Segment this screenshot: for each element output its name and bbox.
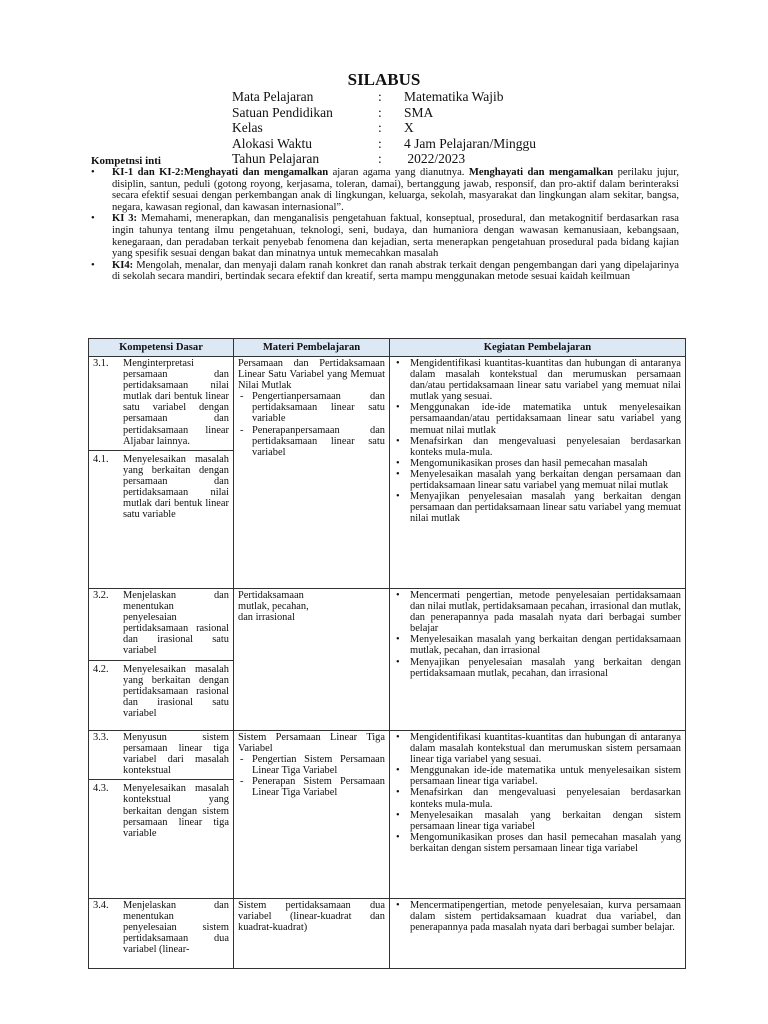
kd-text: Menyelesaikan masalah kontekstual yang berkaitan dengan sistem persamaan linear tiga variable xyxy=(123,783,229,839)
kegiatan-item xyxy=(394,657,681,679)
column-header-materi: Materi Pembelajaran xyxy=(234,339,390,357)
bullet-icon: • xyxy=(91,259,95,271)
kegiatan-item xyxy=(394,469,681,491)
bullet-icon: • xyxy=(396,732,400,743)
kegiatan-text: Menyelesaikan masalah yang berkaitan dengan sistem persamaan linear tiga variabel xyxy=(410,809,681,832)
kegiatan-text: Menyelesaikan masalah yang berkaitan dengan pertidaksamaan mutlak, pecahan, dan irrasional xyxy=(410,634,681,657)
kegiatan-text: Mengomunikasikan proses dan hasil pemecahan masalah yang berkaitan dengan sistem persamaan linear tiga variabel xyxy=(410,831,681,854)
info-row-subject xyxy=(232,89,536,105)
ki-bold: KI4: xyxy=(112,259,134,271)
kd-text: Menyusun sistem persamaan linear tiga variabel dari masalah kontekstual xyxy=(123,732,229,777)
bullet-icon: • xyxy=(396,765,400,777)
ki-text: ajaran agama yang dianutnya. xyxy=(328,167,469,178)
core-competence-list xyxy=(91,167,679,283)
kegiatan-item xyxy=(394,787,681,809)
kegiatan-text: Menafsirkan dan mengevaluasi penyelesaian berdasarkan konteks mula-mula. xyxy=(410,435,681,458)
kd-text: Menyelesaikan masalah yang berkaitan dengan pertidaksamaan rasional dan irasional satu variabel xyxy=(123,663,229,719)
kd-number: 4.3. xyxy=(93,783,109,795)
info-value: SMA xyxy=(404,104,434,120)
info-label: Kelas xyxy=(232,120,263,136)
kegiatan-cell xyxy=(390,357,686,589)
kd-item xyxy=(93,358,229,447)
bullet-icon: • xyxy=(91,213,95,225)
materi-title: Sistem Persamaan Linear Tiga Variabel xyxy=(238,732,385,755)
kegiatan-item xyxy=(394,491,681,524)
kegiatan-cell xyxy=(390,731,686,899)
materi-cell xyxy=(234,731,390,899)
kd-item xyxy=(89,660,233,719)
info-value: 4 Jam Pelajaran/Minggu xyxy=(404,135,536,151)
bullet-icon: • xyxy=(396,809,400,821)
materi-subitem-text: Pengertian Sistem Persamaan Linear Tiga Variabel xyxy=(252,754,385,777)
info-value: Matematika Wajib xyxy=(404,89,504,104)
table-row xyxy=(89,589,686,731)
bullet-icon: • xyxy=(396,831,400,843)
ki-text: Memahami, menerapkan, dan menganalisis pengetahuan faktual, konseptual, prosedural, dan metakognitif berdasarkan rasa ingin tahunya tentang ilmu pengetahuan, teknologi, seni, budaya, dan humaniora dengan wawasan kemanusiaan, kebangsaan, kenegaraan, dan peradaban terkait penyebab fenomena dan kejadian, serta menerapkan pengetahuan prosedural pada bidang kajian yang spesifik sesuai dengan bakat dan minatnya untuk memecahkan masalah xyxy=(112,213,679,260)
ki-bold-2: Menghayati dan mengamalkan xyxy=(468,167,614,178)
kd-item xyxy=(93,732,229,776)
bullet-icon: • xyxy=(396,457,400,469)
kd-text: Menginterpretasi persamaan dan pertidaksamaan nilai mutlak dari bentuk linear satu variabel dengan persamaan dan pertidaksamaan linear Aljabar lainnya. xyxy=(123,358,229,447)
materi-title: Sistem pertidaksamaan dua variabel (linear-kuadrat dan kuadrat-kuadrat) xyxy=(238,900,385,934)
kegiatan-item xyxy=(394,810,681,832)
bullet-icon: • xyxy=(396,590,400,601)
core-competence-item xyxy=(91,167,679,213)
kegiatan-cell xyxy=(390,589,686,731)
materi-subitem-text: Pengertianpersamaan dan pertidaksamaan linear satu variable xyxy=(252,391,385,425)
kd-item xyxy=(93,900,229,955)
kd-number: 4.2. xyxy=(93,663,109,675)
kd-item xyxy=(93,590,229,657)
kegiatan-cell xyxy=(390,899,686,969)
bullet-icon: • xyxy=(396,358,400,369)
materi-subitem xyxy=(238,391,385,424)
kegiatan-item xyxy=(394,634,681,656)
materi-subitem xyxy=(238,425,385,458)
course-info xyxy=(232,89,536,167)
core-competence-item xyxy=(91,260,679,283)
kd-text: Menjelaskan dan menentukan penyelesaian pertidaksamaan rasional dan irasional satu variabel xyxy=(123,590,229,657)
kegiatan-item xyxy=(394,900,681,933)
kd-number: 3.4. xyxy=(93,900,109,911)
dash-marker: - xyxy=(240,424,244,436)
dash-marker: - xyxy=(240,754,244,766)
bullet-icon: • xyxy=(396,402,400,414)
kd-number: 4.1. xyxy=(93,453,109,465)
materi-cell xyxy=(234,899,390,969)
bullet-icon: • xyxy=(396,900,400,911)
materi-cell xyxy=(234,589,390,731)
table-row xyxy=(89,731,686,899)
bullet-icon: • xyxy=(91,167,95,178)
kd-text: Menjelaskan dan menentukan penyelesaian sistem pertidaksamaan dua variabel (linear- xyxy=(123,900,229,956)
kegiatan-text: Menyelesaikan masalah yang berkaitan dengan persamaan dan pertidaksamaan linear satu variabel yang memuat nilai mutlak xyxy=(410,468,681,492)
materi-subitem-text: Penerapanpersamaan dan pertidaksamaan linear satu variabel xyxy=(252,424,385,458)
kd-number: 3.1. xyxy=(93,358,109,369)
kd-cell xyxy=(89,357,234,589)
kegiatan-item xyxy=(394,458,681,469)
core-competence-item xyxy=(91,213,679,259)
kd-cell xyxy=(89,589,234,731)
kegiatan-text: Mencermati pengertian, metode penyelesaian pertidaksamaan dan nilai mutlak, pertidaksamaan pecahan, irrasional dan mutlak, dan penerapannya pada masalah nyata dari berbagai sumber belajar xyxy=(410,590,681,635)
kegiatan-text: Mengomunikasikan proses dan hasil pemecahan masalah xyxy=(410,457,648,469)
bullet-icon: • xyxy=(396,634,400,646)
info-value: 2022/2023 xyxy=(404,151,466,167)
dash-marker: - xyxy=(240,391,244,403)
bullet-icon: • xyxy=(396,468,400,480)
info-separator: : xyxy=(378,151,382,167)
materi-cell xyxy=(234,357,390,589)
kegiatan-item xyxy=(394,358,681,402)
bullet-icon: • xyxy=(396,656,400,668)
kegiatan-text: Menggunakan ide-ide matematika untuk menyelesaikan sistem persamaan linear tiga variabel. xyxy=(410,765,681,788)
info-separator: : xyxy=(378,104,382,120)
ki-bold: KI 3: xyxy=(112,213,138,225)
kegiatan-text: Mencermatipengertian, metode penyelesaian, kurva persamaan dalam sistem pertidaksamaan kuadrat dua variabel, dan penerapannya pada masalah nyata dari berbagai sumber belajar. xyxy=(410,900,681,934)
syllabus-table xyxy=(88,338,686,969)
kegiatan-text: Menafsirkan dan mengevaluasi penyelesaian berdasarkan konteks mula-mula. xyxy=(410,787,681,810)
kegiatan-item xyxy=(394,590,681,634)
ki-text: Mengolah, menalar, dan menyaji dalam ranah konkret dan ranah abstrak terkait dengan pengembangan dari yang dipelajarinya di sekolah secara mandiri, bertindak secara efektif dan kreatif, serta mampu menggunakan metode sesuai kaidah keilmuan xyxy=(112,259,679,283)
kegiatan-text: Menggunakan ide-ide matematika untuk menyelesaikan persamaandan/atau pertidaksamaan linear satu variabel yang memuat nilai mutlak xyxy=(410,402,681,436)
column-header-kd: Kompetensi Dasar xyxy=(89,339,234,357)
materi-title: Pertidaksamaan mutlak, pecahan, dan irrasional xyxy=(238,590,309,624)
table-row xyxy=(89,357,686,589)
document-title: SILABUS xyxy=(347,70,421,89)
info-separator: : xyxy=(378,135,382,151)
kegiatan-item xyxy=(394,436,681,458)
kegiatan-text: Menyajikan penyelesaian masalah yang berkaitan dengan pertidaksamaan mutlak, pecahan, dan irrasional xyxy=(410,656,681,679)
bullet-icon: • xyxy=(396,435,400,447)
kd-cell xyxy=(89,731,234,899)
info-label: Alokasi Waktu xyxy=(232,135,313,151)
ki-text-2: perilaku jujur, disiplin, santun, peduli (gotong royong, kerjasama, toleran, damai), bertanggung jawab, responsif, dan pro-aktif dalam berinteraksi secara efektif sesuai dengan perkembangan anak di lingkungan, keluarga, sekolah, masyarakat dan lingkungan alam sekitar, bangsa, negara, kawasan regional, dan kawasan internasional”. xyxy=(112,167,679,213)
column-header-kegiatan: Kegiatan Pembelajaran xyxy=(390,339,686,357)
kd-cell xyxy=(89,899,234,969)
info-row-time xyxy=(232,136,536,152)
info-row-school xyxy=(232,105,536,121)
materi-subitem-text: Penerapan Sistem Persamaan Linear Tiga Variabel xyxy=(252,776,385,799)
materi-title: Persamaan dan Pertidaksamaan Linear Satu Variabel yang Memuat Nilai Mutlak xyxy=(238,358,385,392)
kegiatan-item xyxy=(394,402,681,435)
info-label: Tahun Pelajaran xyxy=(232,151,320,167)
info-separator: : xyxy=(378,89,382,104)
bullet-icon: • xyxy=(396,491,400,503)
kegiatan-text: Mengidentifikasi kuantitas-kuantitas dan hubungan di antaranya dalam masalah kontekstual dan merumuskan sistem persamaan linear tiga variabel yang sesuai. xyxy=(410,732,681,766)
info-value: X xyxy=(404,120,414,136)
kegiatan-item xyxy=(394,732,681,765)
kd-text: Menyelesaikan masalah yang berkaitan dengan persamaan dan pertidaksamaan nilai mutlak dari bentuk linear satu variable xyxy=(123,453,229,521)
info-row-year xyxy=(232,151,536,167)
bullet-icon: • xyxy=(396,787,400,799)
kd-item xyxy=(89,450,233,521)
table-header-row xyxy=(89,339,686,357)
kd-number: 3.3. xyxy=(93,732,109,743)
kegiatan-item xyxy=(394,832,681,854)
materi-subitem xyxy=(238,776,385,798)
info-separator: : xyxy=(378,120,382,136)
kd-item xyxy=(89,779,233,838)
info-label: Mata Pelajaran xyxy=(232,89,314,104)
kegiatan-item xyxy=(394,765,681,787)
core-competence-heading: Kompetnsi inti xyxy=(91,155,161,167)
table-row xyxy=(89,899,686,969)
info-label: Satuan Pendidikan xyxy=(232,104,333,120)
ki-bold: KI-1 dan KI-2:Menghayati dan mengamalkan xyxy=(112,167,329,178)
kegiatan-text: Mengidentifikasi kuantitas-kuantitas dan hubungan di antaranya dalam masalah kontekstual dan merumuskan persamaan dan/atau pertidaksamaan linear satu variabel yang memuat nilai mutlak yang sesuai. xyxy=(410,358,681,403)
dash-marker: - xyxy=(240,776,244,788)
kegiatan-text: Menyajikan penyelesaian masalah yang berkaitan dengan persamaan dan pertidaksamaan linear satu variabel yang memuat nilai mutlak xyxy=(410,491,681,525)
info-row-class xyxy=(232,120,536,136)
kd-number: 3.2. xyxy=(93,590,109,601)
materi-subitem xyxy=(238,754,385,776)
